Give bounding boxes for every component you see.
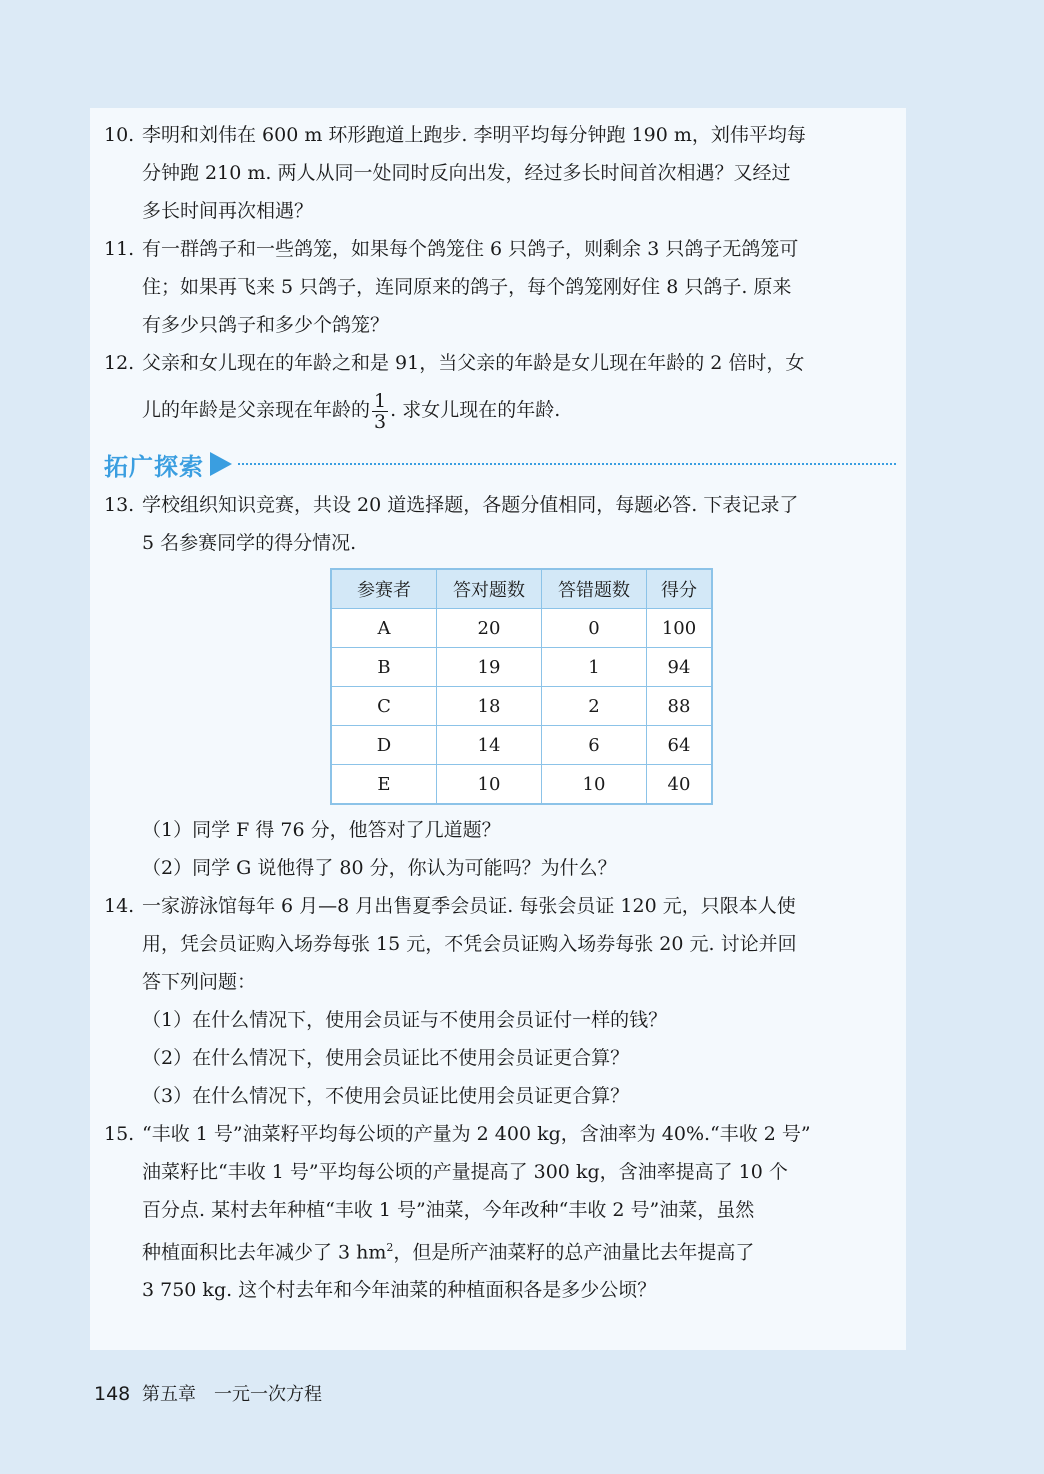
exercise-panel xyxy=(90,108,906,1350)
problem-10 xyxy=(104,116,896,230)
sub-question: （2）在什么情况下，使用会员证比不使用会员证更合算？ xyxy=(142,1047,630,1069)
table-cell: 94 xyxy=(647,648,713,687)
table-cell: 18 xyxy=(437,687,542,726)
table-cell: 1 xyxy=(542,648,647,687)
table-header-row xyxy=(331,569,712,609)
problem-line: 用，凭会员证购入场券每张 15 元，不凭会员证购入场券每张 20 元. 讨论并回 xyxy=(142,933,797,955)
text-segment: 儿的年龄是父亲现在年龄的 xyxy=(142,399,371,421)
text-segment: 种植面积比去年减少了 3 hm xyxy=(142,1241,387,1264)
problem-15 xyxy=(104,1115,896,1309)
triangle-arrow-icon xyxy=(210,452,232,476)
problem-12 xyxy=(104,344,896,438)
fraction xyxy=(372,391,388,432)
table-cell: 64 xyxy=(647,726,713,765)
text-segment: . 求女儿现在的年龄. xyxy=(390,399,561,421)
table-cell: 20 xyxy=(437,609,542,648)
table-cell: 19 xyxy=(437,648,542,687)
column-header: 答错题数 xyxy=(542,569,647,609)
problem-line: 一家游泳馆每年 6 月—8 月出售夏季会员证. 每张会员证 120 元，只限本人使 xyxy=(142,895,796,917)
table-cell: 2 xyxy=(542,687,647,726)
problem-line: 3 750 kg. 这个村去年和今年油菜的种植面积各是多少公顷？ xyxy=(142,1279,657,1302)
table-cell: 100 xyxy=(647,609,713,648)
table-cell: 0 xyxy=(542,609,647,648)
problem-number: 12. xyxy=(104,352,135,374)
text-segment: ，但是所产油菜籽的总产油量比去年提高了 xyxy=(393,1241,755,1264)
section-header xyxy=(104,442,896,486)
table-row xyxy=(331,648,712,687)
chapter-title: 第五章 一元一次方程 xyxy=(142,1384,322,1405)
problem-line-with-fraction xyxy=(142,382,896,438)
problem-number: 13. xyxy=(104,494,135,516)
sub-question: （1）在什么情况下，使用会员证与不使用会员证付一样的钱？ xyxy=(142,1009,668,1031)
table-row xyxy=(331,609,712,648)
column-header: 得分 xyxy=(647,569,713,609)
problem-line xyxy=(142,1229,896,1271)
problem-line: 有一群鸽子和一些鸽笼，如果每个鸽笼住 6 只鸽子，则剩余 3 只鸽子无鸽笼可 xyxy=(142,238,799,260)
section-title: 拓广探索 xyxy=(104,452,204,481)
table-row xyxy=(331,726,712,765)
problem-number: 15. xyxy=(104,1123,135,1145)
problem-13 xyxy=(104,486,896,562)
problem-line: 答下列问题： xyxy=(142,971,257,993)
problem-line: “丰收 1 号”油菜籽平均每公顷的产量为 2 400 kg，含油率为 40%.“丰收 2 号” xyxy=(142,1123,811,1145)
page-footer xyxy=(94,1380,322,1406)
problem-line: 有多少只鸽子和多少个鸽笼？ xyxy=(142,314,390,336)
table-cell: 88 xyxy=(647,687,713,726)
problem-14 xyxy=(104,887,896,1001)
fraction-numerator: 1 xyxy=(374,389,387,412)
score-table xyxy=(330,568,713,805)
table-cell: C xyxy=(331,687,437,726)
table-cell: 10 xyxy=(542,765,647,805)
table-cell: D xyxy=(331,726,437,765)
problem-line: 分钟跑 210 m. 两人从同一处同时反向出发，经过多长时间首次相遇？又经过 xyxy=(142,162,791,184)
problem-line: 5 名参赛同学的得分情况. xyxy=(142,532,357,554)
table-cell: B xyxy=(331,648,437,687)
table-cell: 10 xyxy=(437,765,542,805)
table-row xyxy=(331,765,712,805)
table-cell: 6 xyxy=(542,726,647,765)
superscript: 2 xyxy=(386,1241,394,1254)
problem-line: 学校组织知识竞赛，共设 20 道选择题，各题分值相同，每题必答. 下表记录了 xyxy=(142,494,799,516)
problem-11 xyxy=(104,230,896,344)
problem-line: 住；如果再飞来 5 只鸽子，连同原来的鸽子，每个鸽笼刚好住 8 只鸽子. 原来 xyxy=(142,276,792,298)
page-number: 148 xyxy=(94,1383,131,1405)
problem-line: 父亲和女儿现在的年龄之和是 91，当父亲的年龄是女儿现在年龄的 2 倍时，女 xyxy=(142,352,805,374)
problem-line: 李明和刘伟在 600 m 环形跑道上跑步. 李明平均每分钟跑 190 m，刘伟平均每 xyxy=(142,124,806,146)
problem-line: 百分点. 某村去年种植“丰收 1 号”油菜，今年改种“丰收 2 号”油菜，虽然 xyxy=(142,1199,755,1221)
table-cell: 14 xyxy=(437,726,542,765)
sub-question: （1）同学 F 得 76 分，他答对了几道题？ xyxy=(142,819,501,841)
problem-line: 油菜籽比“丰收 1 号”平均每公顷的产量提高了 300 kg，含油率提高了 10 个 xyxy=(142,1161,788,1183)
fraction-denominator: 3 xyxy=(374,410,387,433)
sub-question: （2）同学 G 说他得了 80 分，你认为可能吗？为什么？ xyxy=(142,857,617,879)
table-cell: 40 xyxy=(647,765,713,805)
table-row xyxy=(331,687,712,726)
dotted-divider xyxy=(238,463,896,465)
problem-number: 11. xyxy=(104,238,135,260)
exercise-content xyxy=(104,116,896,1309)
column-header: 答对题数 xyxy=(437,569,542,609)
problem-number: 10. xyxy=(104,124,135,146)
problem-number: 14. xyxy=(104,895,135,917)
table-cell: E xyxy=(331,765,437,805)
sub-question: （3）在什么情况下，不使用会员证比使用会员证更合算？ xyxy=(142,1085,630,1107)
table-cell: A xyxy=(331,609,437,648)
problem-line: 多长时间再次相遇？ xyxy=(142,200,314,222)
column-header: 参赛者 xyxy=(331,569,437,609)
